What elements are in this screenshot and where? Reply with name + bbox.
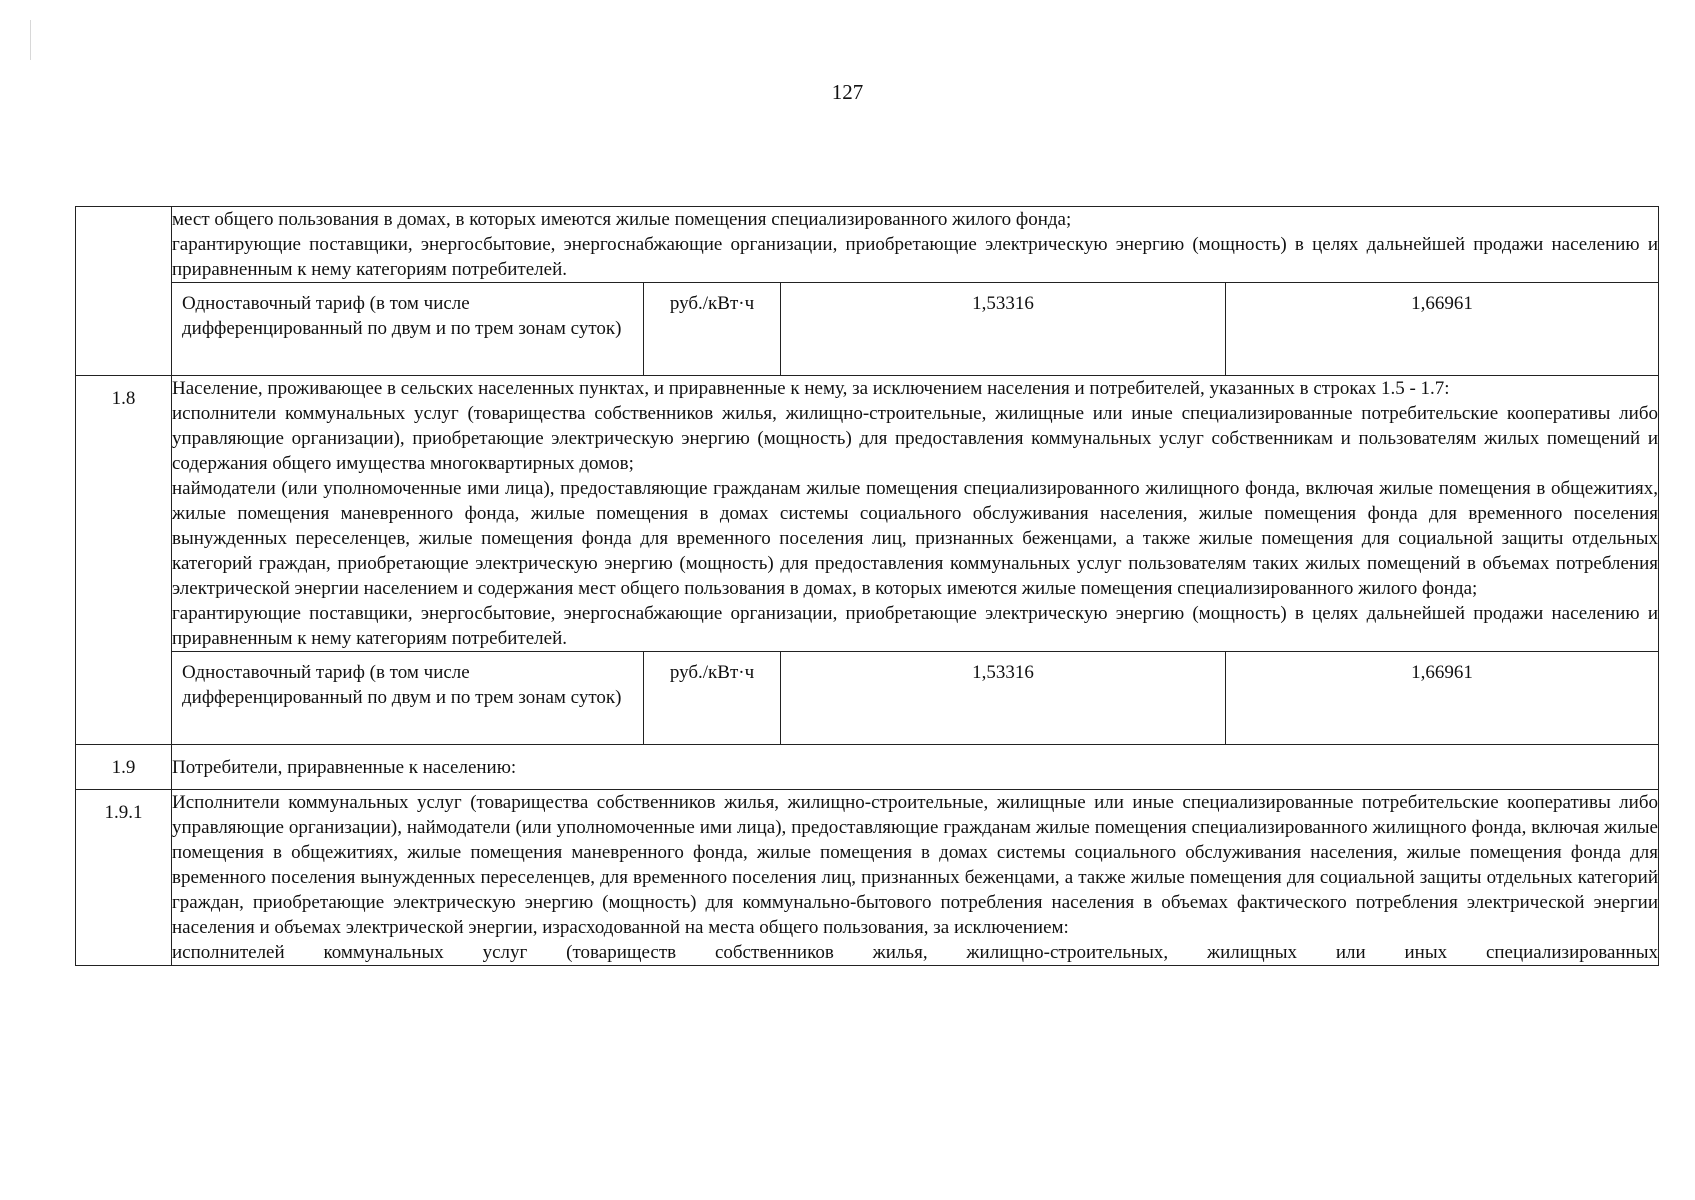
table-row-1-9 bbox=[76, 745, 1659, 790]
tariff-value-1: 1,53316 bbox=[781, 283, 1226, 375]
paragraph: мест общего пользования в домах, в которых имеются жилые помещения специализированного жилого фонда; bbox=[172, 209, 1072, 230]
row-number-cell: 1.9 bbox=[76, 745, 172, 790]
tariff-name: Одноставочный тариф (в том числе дифференцированный по двум и по трем зонам суток) bbox=[182, 293, 622, 339]
table-row-1-8 bbox=[76, 376, 1659, 652]
table-row-1-9-1 bbox=[76, 790, 1659, 966]
paragraph: Население, проживающее в сельских населенных пунктах, и приравненные к нему, за исключением населения и потребителей, указанных в строках 1.5 - 1.7: bbox=[172, 378, 1450, 399]
tariff-subtable bbox=[172, 283, 1658, 375]
tariff-subtable bbox=[172, 652, 1658, 744]
tariff-row bbox=[76, 652, 1659, 745]
tariff-value-1: 1,53316 bbox=[781, 652, 1226, 744]
tariff-name: Одноставочный тариф (в том числе дифференцированный по двум и по трем зонам суток) bbox=[182, 662, 622, 708]
paragraph: наймодатели (или уполномоченные ими лица), предоставляющие гражданам жилые помещения специализированного жилищного фонда, включая жилые помещения в общежитиях, жилые помещения маневренного фонда, жилые помещения в домах системы социального обслуживания населения, жилые помещения фонда для временного поселения вынужденных переселенцев, жилые помещения фонда для временного поселения лиц, признанных беженцами, а также жилые помещения для социальной защиты отдельных категорий граждан, приобретающие электрическую энергию (мощность) для предоставления коммунальных услуг пользователям таких жилых помещений в объемах потребления электрической энергии населением и содержания мест общего пользования в домах, в которых имеются жилые помещения специализированного жилого фонда; bbox=[172, 478, 1658, 599]
paragraph: Исполнители коммунальных услуг (товарищества собственников жилья, жилищно-строительные, жилищные или иные специализированные потребительские кооперативы либо управляющие организации), наймодатели (или уполномоченные ими лица), предоставляющие гражданам жилые помещения специализированного жилищного фонда, включая жилые помещения в общежитиях, жилые помещения маневренного фонда, жилые помещения в домах системы социального обслуживания населения, жилые помещения фонда для временного поселения вынужденных переселенцев, для временного поселения лиц, признанных беженцами, а также жилые помещения для социальной защиты отдельных категорий граждан, приобретающие электрическую энергию (мощность) для коммунально-бытового потребления населения в объемах фактического потребления электрической энергии населения и объемах электрической энергии, израсходованной на места общего пользования, за исключением: bbox=[172, 792, 1658, 938]
row-description: Потребители, приравненные к населению: bbox=[172, 745, 1659, 790]
page-number: 127 bbox=[831, 80, 864, 104]
paragraph: исполнителей коммунальных услуг (товариществ собственников жилья, жилищно-строительных, жилищных или иных специализированных bbox=[172, 942, 1658, 963]
row-number-cell: 1.9.1 bbox=[76, 790, 172, 966]
tariff-value-2: 1,66961 bbox=[1226, 283, 1659, 375]
tariff-unit: руб./кВт·ч bbox=[644, 283, 781, 375]
paragraph: исполнители коммунальных услуг (товарищества собственников жилья, жилищно-строительные, жилищные или иные специализированные потребительские кооперативы либо управляющие организации), приобретающие электрическую энергию (мощность) для предоставления коммунальных услуг собственникам и пользователям жилых помещений и содержания общего имущества многоквартирных домов; bbox=[172, 403, 1658, 474]
row-description bbox=[172, 207, 1659, 283]
paragraph: гарантирующие поставщики, энергосбытовие, энергоснабжающие организации, приобретающие электрическую энергию (мощность) в целях дальнейшей продажи населению и приравненным к нему категориям потребителей. bbox=[172, 603, 1658, 649]
tariff-table bbox=[75, 206, 1659, 966]
scan-edge-mark bbox=[30, 20, 31, 60]
row-description bbox=[172, 790, 1659, 966]
tariff-unit: руб./кВт·ч bbox=[644, 652, 781, 744]
row-description bbox=[172, 376, 1659, 652]
tariff-value-2: 1,66961 bbox=[1226, 652, 1659, 744]
row-number-cell bbox=[76, 207, 172, 376]
paragraph: гарантирующие поставщики, энергосбытовие, энергоснабжающие организации, приобретающие электрическую энергию (мощность) в целях дальнейшей продажи населению и приравненным к нему категориям потребителей. bbox=[172, 234, 1658, 280]
row-number-cell: 1.8 bbox=[76, 376, 172, 745]
tariff-row bbox=[76, 283, 1659, 376]
table-row-continuation bbox=[76, 207, 1659, 283]
